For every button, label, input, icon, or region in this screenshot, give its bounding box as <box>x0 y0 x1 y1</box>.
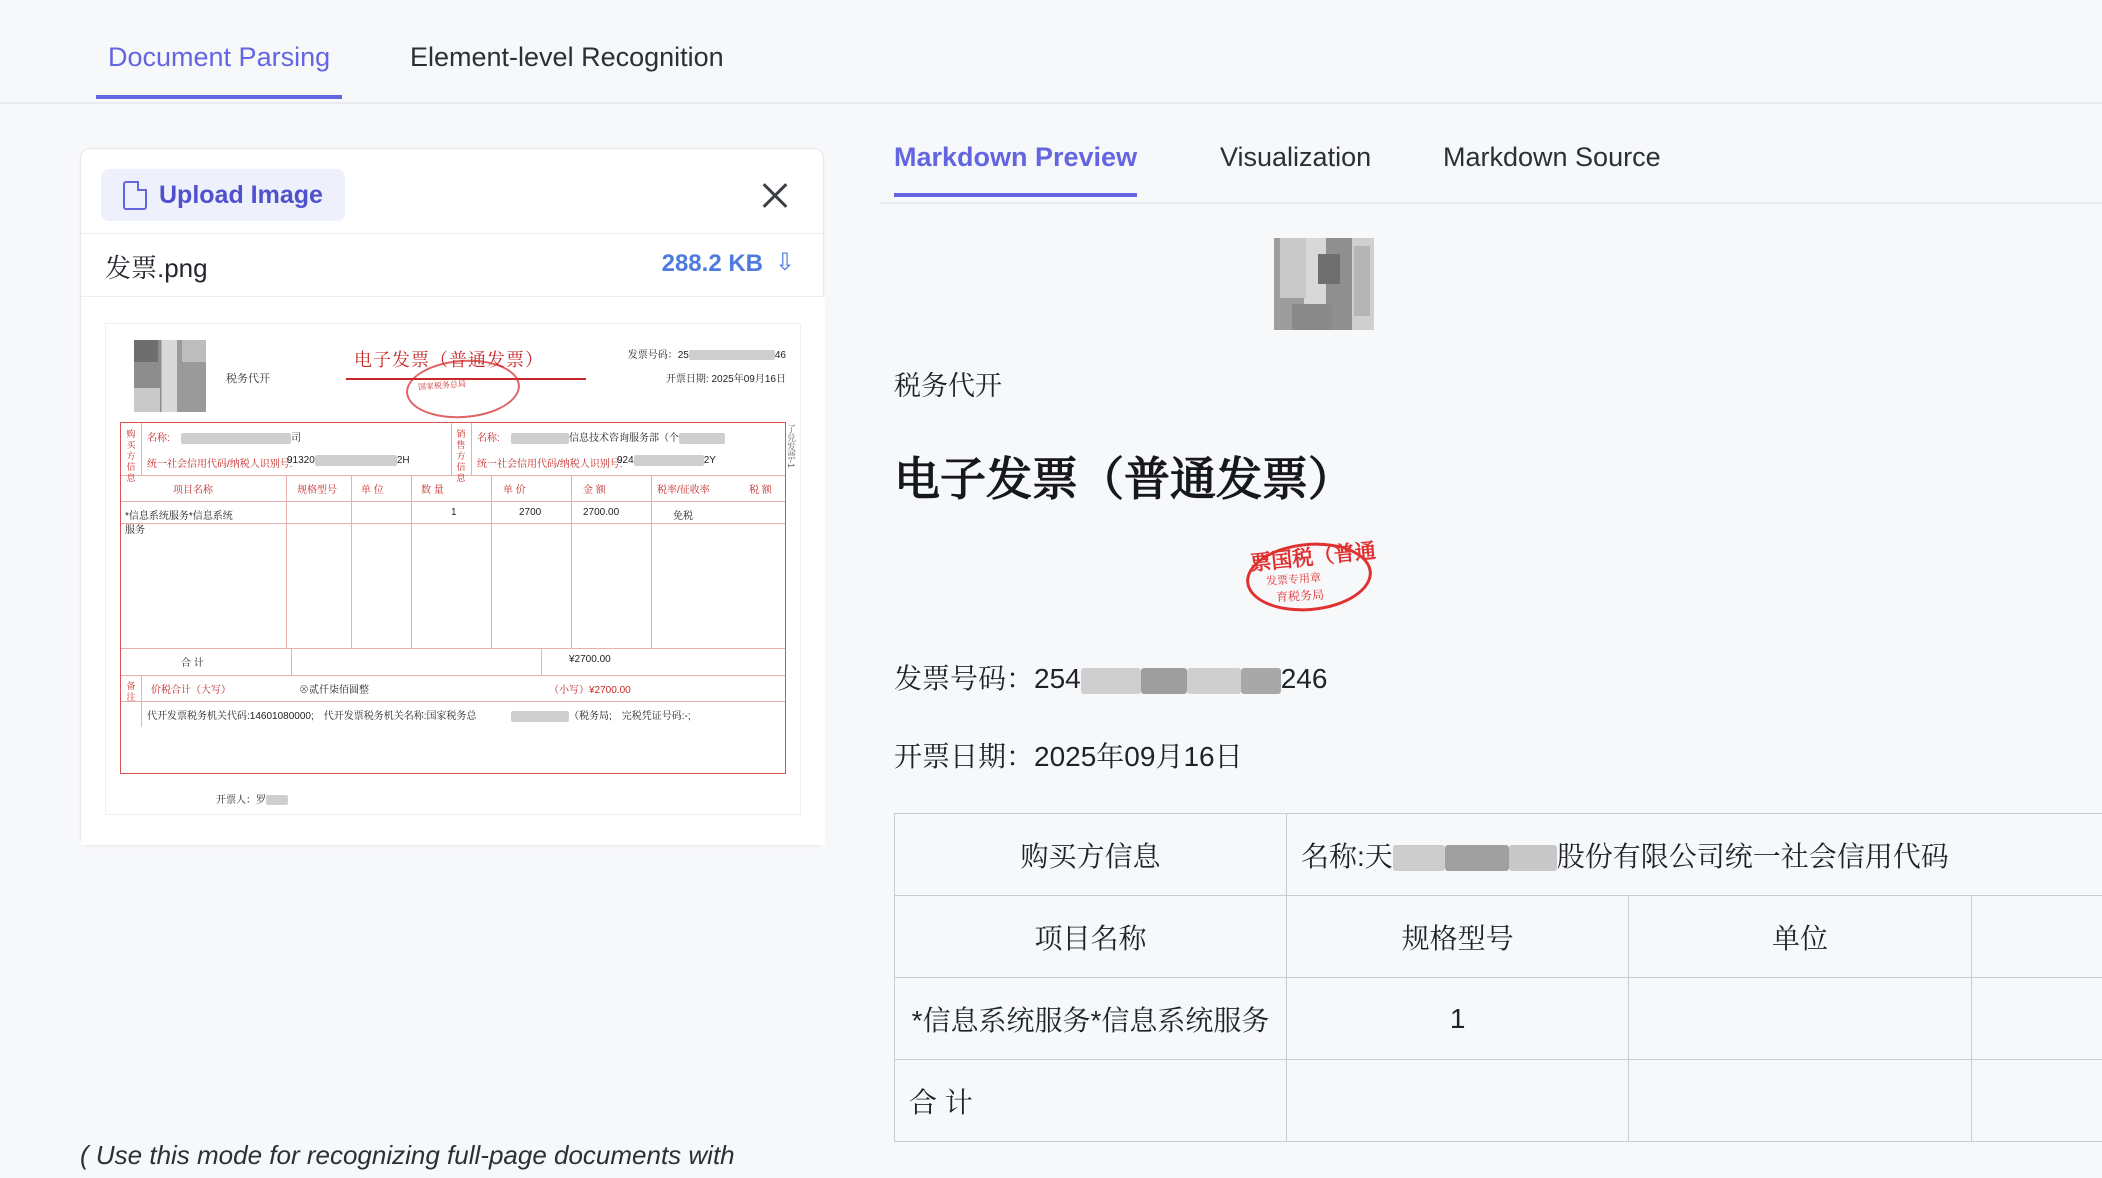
file-size: 288.2 KB <box>661 250 763 277</box>
invoice-date-line <box>666 370 786 385</box>
invoice-row-item-2: 服务 <box>125 525 145 536</box>
table-row <box>895 814 2102 896</box>
qr-code-icon <box>1274 238 1374 330</box>
invoice-date-value: 2025年09月16日 <box>711 374 786 385</box>
markdown-invoice-date <box>894 735 2102 775</box>
cell-buyer-name: 名称:天 股份有限公司统一社会信用代码 <box>1287 814 2102 896</box>
cell-head-spec: 规格型号 <box>1287 896 1629 978</box>
invoice-date-label: 开票日期: <box>665 374 709 385</box>
tab-document-parsing-label: Document Parsing <box>108 42 331 72</box>
invoice-head-spec: 规格型号 <box>297 485 337 496</box>
result-tab-bar <box>880 132 2102 204</box>
invoice-buyer-id-value: 91320 2H <box>287 455 410 467</box>
invoice-head-amount: 金 额 <box>583 485 606 496</box>
invoice-row-rate: 免税 <box>673 511 693 522</box>
markdown-preview-content <box>880 204 2102 1142</box>
invoice-agent-line: 代开发票税务机关代码:14601080000; 代开发票税务机关名称:国家税务总 <box>147 711 477 722</box>
cell-total-label: 合 计 <box>895 1060 1287 1142</box>
invoice-buyer-name-label: 名称: <box>147 433 170 444</box>
upload-image-button[interactable] <box>101 169 345 221</box>
upload-image-button-label: Upload Image <box>159 180 323 209</box>
cell-head-unit: 单位 <box>1629 896 1971 978</box>
close-icon[interactable] <box>753 173 797 217</box>
invoice-number-prefix: 25 <box>677 350 689 361</box>
file-name: 发票.png <box>105 253 208 283</box>
cell-total-d <box>1971 1060 2102 1142</box>
markdown-invoice-table <box>894 813 2102 1142</box>
tab-document-parsing[interactable] <box>96 42 342 99</box>
invoice-row-amount: 2700.00 <box>583 507 620 518</box>
invoice-seller-name-value: 信息技术咨询服务部（个 <box>511 429 725 444</box>
seal-line-2: 发票专用章 <box>1265 572 1322 588</box>
invoice-buyer-id-label: 统一社会信用代码/纳税人识别号: <box>147 459 293 470</box>
invoice-tax-agent: 税务代开 <box>226 373 270 385</box>
tab-markdown-source-label: Markdown Source <box>1443 142 1661 172</box>
invoice-side-vertical-text: 了兑发票-1 <box>786 424 796 469</box>
tab-element-level-recognition-label: Element-level Recognition <box>410 42 724 72</box>
invoice-remark-side-label: 备 注 <box>126 681 136 702</box>
invoice-seller-name-label: 名称: <box>477 433 500 444</box>
markdown-heading: 电子发票（普通发票） <box>894 453 1354 505</box>
invoice-agent-line-2: （税务局; 完税凭证号码:-; <box>511 707 691 722</box>
cell-row-spec: 1 <box>1287 978 1629 1060</box>
markdown-tax-agent: 税务代开 <box>894 371 1002 401</box>
file-info-row <box>81 233 823 297</box>
invoice-seal-text: 国家税务总局 <box>417 379 467 392</box>
seal-line-1: 票国税（普通 <box>1249 539 1378 576</box>
table-row <box>895 1060 2102 1142</box>
invoice-seller-id-label: 统一社会信用代码/纳税人识别号: <box>477 459 623 470</box>
cell-row-extra <box>1971 978 2102 1060</box>
cell-row-unit <box>1629 978 1971 1060</box>
markdown-invoice-date-label: 开票日期： <box>894 741 1035 772</box>
mode-hint-text: ( Use this mode for recognizing full-page documents with <box>80 1140 735 1170</box>
invoice-buyer-name-value: 司 <box>181 429 301 444</box>
invoice-head-tax: 税 额 <box>749 485 772 496</box>
invoice-cn-total-label: 价税合计（大写） <box>151 685 231 696</box>
download-icon[interactable]: ⇩ <box>774 249 795 276</box>
tab-markdown-preview-label: Markdown Preview <box>894 142 1138 172</box>
cell-head-item: 项目名称 <box>895 896 1287 978</box>
cell-head-extra <box>1971 896 2102 978</box>
invoice-title: 电子发票（普通发票） <box>354 350 544 370</box>
tab-visualization-label: Visualization <box>1220 142 1372 172</box>
invoice-table <box>120 422 786 774</box>
upload-header-row <box>81 149 823 233</box>
table-row <box>895 896 2102 978</box>
invoice-preview-image[interactable] <box>81 297 825 845</box>
invoice-head-unit: 单 位 <box>361 485 384 496</box>
table-row <box>895 978 2102 1060</box>
main-tab-bar <box>0 0 2102 104</box>
invoice-row-qty: 1 <box>451 507 457 518</box>
invoice-row-price: 2700 <box>519 507 542 518</box>
tab-markdown-source[interactable] <box>1443 142 1661 193</box>
invoice-sm-total: （小写）¥2700.00 <box>549 685 631 696</box>
cell-total-b <box>1287 1060 1629 1142</box>
invoice-seller-id-value: 924 2Y <box>617 455 716 467</box>
upload-card <box>80 148 824 846</box>
invoice-buyer-side-label: 购买方信息 <box>126 429 136 483</box>
invoice-cn-total-value: ⊗贰仟柒佰圆整 <box>299 685 369 696</box>
invoice-head-price: 单 价 <box>503 485 526 496</box>
tab-markdown-preview[interactable] <box>894 142 1137 197</box>
invoice-number-label: 发票号码： <box>627 350 678 361</box>
markdown-invoice-number-label: 发票号码： <box>894 663 1035 694</box>
cell-buyer-info: 购买方信息 <box>895 814 1287 896</box>
invoice-head-qty: 数 量 <box>421 485 444 496</box>
invoice-head-item: 项目名称 <box>173 485 213 496</box>
invoice-row-item: *信息系统服务*信息系统 <box>125 511 233 522</box>
file-icon <box>123 181 147 210</box>
left-upload-panel <box>80 148 824 846</box>
invoice-qr-icon <box>134 340 206 412</box>
tab-element-level-recognition[interactable] <box>398 42 736 95</box>
markdown-invoice-number <box>894 657 2102 697</box>
markdown-invoice-date-value: 2025年09月16日 <box>1034 741 1243 772</box>
invoice-number-line <box>628 346 786 361</box>
right-result-panel <box>880 132 2102 1178</box>
markdown-invoice-number-suffix: 246 <box>1280 663 1328 694</box>
invoice-thumbnail <box>105 323 801 815</box>
invoice-number-suffix: 46 <box>774 350 786 361</box>
invoice-seal-icon-large <box>1246 527 1378 619</box>
tab-visualization[interactable] <box>1220 142 1371 193</box>
invoice-total-label: 合 计 <box>181 658 204 669</box>
invoice-seller-side-label: 销售方信息 <box>456 429 466 483</box>
cell-total-c <box>1629 1060 1971 1142</box>
cell-row-item: *信息系统服务*信息系统服务 <box>895 978 1287 1060</box>
invoice-total-amount: ¥2700.00 <box>569 654 611 665</box>
invoice-drawer: 开票人：罗 <box>216 791 288 806</box>
markdown-invoice-number-prefix: 254 <box>1034 663 1081 694</box>
invoice-head-rate: 税率/征收率 <box>657 485 710 496</box>
seal-line-3: 育税务局 <box>1275 587 1325 605</box>
